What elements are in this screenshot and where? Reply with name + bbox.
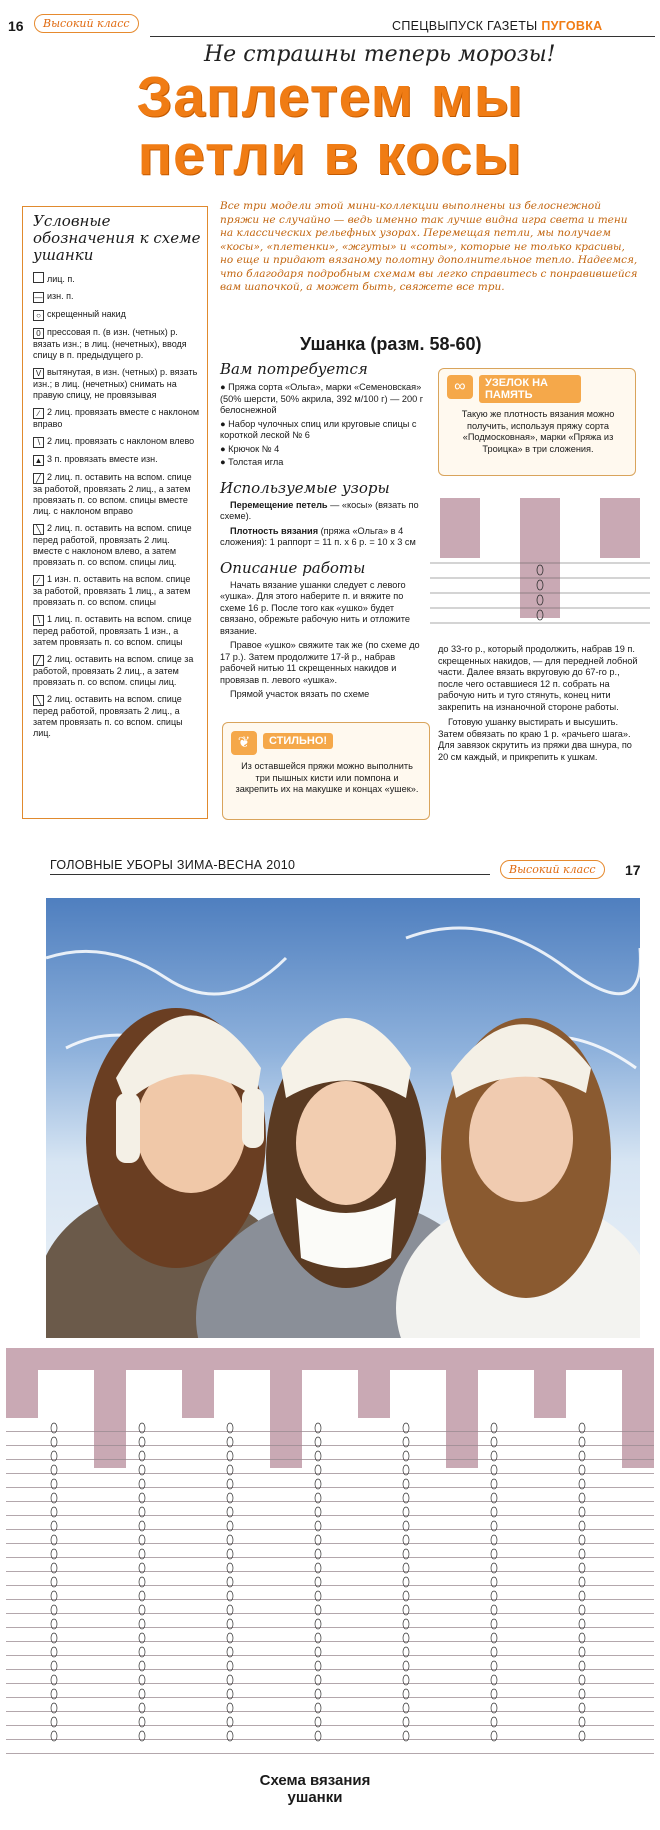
- page-title: Заплетем мы петли в косы: [136, 65, 524, 187]
- bullet-icon: ●: [220, 418, 229, 429]
- legend-item: [33, 327, 201, 361]
- model-title: Ушанка (разм. 58-60): [300, 334, 482, 354]
- intro-text: Все три модели этой мини-коллекции выполнены из белоснежной пряжи не случайно — ведь именно так лучше видна игра света и тени на классических рельефных узорах. Перемещая петли, мы получаем «косы», «плетенки», «жгуты» и «соты», которые не только красивы, но еще и придают вязаному полотну дополнительное тепло. Надеемся, что благодаря подробным схемам вы легко справитесь с понравившейся вам шапочкой, а может быть, свяжете все три.: [220, 200, 638, 293]
- legend-item: [33, 574, 201, 608]
- photo: [46, 898, 640, 1338]
- work-p3: Прямой участок вязать по схеме: [230, 689, 370, 699]
- legend-list: [23, 272, 207, 739]
- needs-item: ● Пряжа сорта «Ольга», марки «Семеновская» (50% шерсти, 50% акрила, 392 м/100 г) — 200 г белоснежной: [220, 382, 424, 415]
- legend-item: [33, 523, 201, 568]
- legend-box: [22, 206, 208, 819]
- stitch-symbol-icon: [33, 272, 44, 283]
- header-special: СПЕЦВЫПУСК ГАЗЕТЫ ПУГОВКА: [392, 19, 603, 33]
- legend-item: [33, 291, 201, 303]
- legend-item-text: 2 лиц. п. оставить на вспом. спице за работой, провязать 2 лиц., а затем провязать п. со вспом. спицы вместе лиц. с наклоном вправо: [33, 472, 192, 516]
- footer-left: ГОЛОВНЫЕ УБОРЫ ЗИМА-ВЕСНА 2010: [50, 858, 296, 872]
- scheme-block: [478, 1348, 534, 1370]
- stitch-symbol-icon: ∖: [33, 615, 44, 626]
- stitch-symbol-icon: ○: [33, 310, 44, 321]
- stylish-box: [222, 722, 430, 820]
- bullet-icon: ●: [220, 443, 229, 454]
- legend-title: Условные обозначения к схеме ушанки: [33, 212, 201, 264]
- memo-tag: УЗЕЛОК НА ПАМЯТЬ: [479, 375, 581, 403]
- header-rule: [150, 36, 655, 37]
- stylish-text: Из оставшейся пряжи можно выполнить три пышных кисти или помпона и закрепить их на макушке и концах «ушек».: [235, 761, 419, 794]
- scheme-block: [534, 1348, 566, 1418]
- legend-item: [33, 614, 201, 648]
- legend-item: [33, 694, 201, 739]
- patterns-move: Перемещение петель — «косы» (вязать по схеме).: [220, 499, 419, 521]
- legend-item-text: прессовая п. (в изн. (четных) р. вязать изн.; в лиц. (нечетных), вводя спицу в п. предыдущего р.: [33, 327, 187, 360]
- stitch-symbol-icon: ╲: [33, 695, 44, 706]
- work-heading: Описание работы: [220, 558, 366, 577]
- page-number-left: 16: [8, 18, 24, 34]
- scheme-block: [566, 1348, 622, 1370]
- small-knit-chart: [430, 488, 650, 638]
- materials-block: [220, 360, 430, 701]
- legend-item: [33, 654, 201, 688]
- legend-item: [33, 472, 201, 517]
- legend-item-text: вытянутая, в изн. (четных) р. вязать изн.; в лиц. (нечетных) снимать на правую спицу, не провязывая: [33, 367, 198, 400]
- legend-item: [33, 436, 201, 448]
- legend-item-text: 3 п. провязать вместе изн.: [47, 454, 158, 464]
- memo-box: [438, 368, 636, 476]
- scheme-block: [214, 1348, 270, 1370]
- scheme-block: [390, 1348, 446, 1370]
- legend-item-text: 2 лиц. п. оставить на вспом. спице перед работой, провязать 2 лиц. вместе с наклоном влево, а затем провязать п. со вспом. спицы лиц.: [33, 523, 192, 567]
- stitch-symbol-icon: ∕: [33, 575, 44, 586]
- scheme-block: [126, 1348, 182, 1370]
- legend-item-text: 2 лиц. оставить на вспом. спице перед работой, провязать 2 лиц., а затем провязать п. со вспом. спицы лиц.: [33, 694, 183, 738]
- subtitle: Не страшны теперь морозы!: [204, 42, 556, 67]
- patterns-density: Плотность вязания (пряжа «Ольга» в 4 сложения): 1 раппорт = 11 п. х 6 р. = 10 х 3 см: [220, 525, 416, 547]
- stitch-symbol-icon: V: [33, 368, 44, 379]
- scheme-caption: Схема вязания ушанки: [259, 1772, 371, 1806]
- legend-item: [33, 272, 201, 285]
- stitch-symbol-icon: ▲: [34, 456, 43, 465]
- legend-item-text: 2 лиц. оставить на вспом. спице за работой, провязать 2 лиц., а затем провязать п. со вспом. спицы лиц.: [33, 654, 194, 687]
- legend-item-text: скрещенный накид: [47, 309, 126, 319]
- needs-item: ● Толстая игла: [220, 457, 284, 467]
- stitch-symbol-icon: ╱: [33, 655, 44, 666]
- stitch-symbol-icon: ╲: [33, 524, 44, 535]
- memo-text: Такую же плотность вязания можно получить, используя пряжу сорта «Подмосковная», марки «Пряжа из Троицка» в три сложения.: [461, 409, 615, 454]
- legend-item-text: 2 лиц. провязать вместе с наклоном вправо: [33, 407, 200, 429]
- work-p5: Готовую ушанку выстирать и высушить. Затем обвязать по краю 1 р. «рачьего шага». Для завязок скрутить из пряжи два шнура, по 20 см каждый, и прикрепить к ушкам.: [438, 717, 632, 762]
- needs-item: ● Крючок № 4: [220, 443, 280, 454]
- scheme-block: [182, 1348, 214, 1418]
- photo-illustration: [46, 898, 640, 1338]
- stitch-symbol-icon: ∖: [33, 437, 44, 448]
- needs-heading: Вам потребуется: [220, 360, 368, 378]
- legend-item-text: лиц. п.: [47, 274, 75, 284]
- knot-icon: ∞: [447, 375, 473, 399]
- work-p4: до 33-го р., который продолжить, набрав 19 п. скрещенных накидов, — для передней лобной части. Далее вязать вкруговую до 67-го р., после чего оставшиеся 12 п. собрать на рабочую нить и туго стянуть, конец нити закрепить на изнаночной стороне работы.: [438, 644, 638, 712]
- needs-item: ● Набор чулочных спиц или круговые спицы с короткой леской № 6: [220, 418, 417, 440]
- needs-list: [220, 382, 430, 469]
- scheme-block: [302, 1348, 358, 1370]
- legend-item: [33, 367, 201, 401]
- knitting-scheme: [6, 1348, 654, 1768]
- stitch-symbol-icon: ╱: [33, 473, 44, 484]
- work-continued: [438, 644, 638, 763]
- footer-rule: [50, 874, 490, 875]
- stitch-symbol-icon: ∕: [33, 408, 44, 419]
- legend-item-text: изн. п.: [47, 291, 74, 301]
- bullet-icon: ●: [220, 457, 229, 467]
- stitch-symbol-icon: 0: [33, 328, 44, 339]
- scheme-block: [38, 1348, 94, 1370]
- scheme-block: [358, 1348, 390, 1418]
- legend-item: [33, 407, 201, 430]
- legend-item-text: 1 изн. п. оставить на вспом. спице за работой, провязать 1 лиц., а затем провязать п. со вспом. спицы: [33, 574, 191, 607]
- legend-item-text: 1 лиц. п. оставить на вспом. спице перед работой, провязать 1 изн., а затем провязать п. со вспом. спицы: [33, 614, 192, 647]
- bullet-icon: ●: [220, 382, 229, 392]
- work-p1: Начать вязание ушанки следует с левого «ушка». Для этого наберите п. и вяжите по схеме 16 р. После того как «ушко» будет связано, обрежьте рабочую нить и отложите вязание.: [220, 579, 410, 636]
- page-number-right: 17: [625, 862, 641, 878]
- patterns-heading: Используемые узоры: [220, 478, 390, 497]
- legend-item: [33, 454, 201, 466]
- scheme-block: [6, 1348, 38, 1418]
- work-p2: Правое «ушко» свяжите так же (по схеме до 17 р.). Затем продолжите 17-й р., набрав рабочей нитью 11 скрещенных накидов и провязав п. левого «ушка».: [220, 640, 420, 685]
- section-badge-2: Высокий класс: [500, 860, 605, 879]
- legend-item: [33, 309, 201, 321]
- section-badge: Высокий класс: [34, 14, 139, 33]
- scarf-icon: ❦: [231, 731, 257, 755]
- legend-item-text: 2 лиц. провязать с наклоном влево: [47, 436, 195, 446]
- stitch-symbol-icon: —: [34, 293, 43, 302]
- stylish-tag: СТИЛЬНО!: [263, 733, 333, 749]
